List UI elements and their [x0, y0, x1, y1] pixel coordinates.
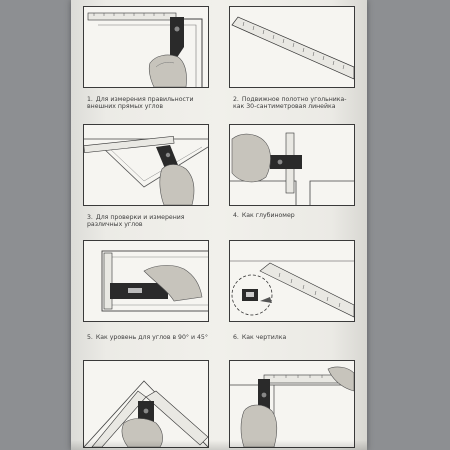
- caption-number: 6.: [233, 334, 239, 341]
- caption-number: 5.: [87, 334, 93, 341]
- caption-text: Подвижное полотно угольника-: [241, 96, 347, 103]
- caption-text: внешних прямых углов: [87, 103, 164, 111]
- illustration-8-marking: [229, 360, 355, 448]
- caption-text: Как глубиномер: [241, 212, 295, 219]
- instruction-sheet: [71, 0, 367, 450]
- illustration-7-angle-check: [83, 360, 209, 448]
- caption-text: Для проверки и измерения: [95, 214, 185, 221]
- caption-number: 1.: [87, 96, 93, 103]
- caption-text: различных углов: [87, 221, 143, 229]
- caption-text: Как чертилка: [241, 334, 287, 341]
- illustration-2-ruler: [229, 6, 355, 88]
- caption-6: [233, 334, 361, 341]
- caption-text: как 30-сантиметровая линейка: [233, 103, 336, 111]
- caption-4: [233, 212, 361, 219]
- illustration-3-various-angles: [83, 124, 209, 206]
- caption-number: 2.: [233, 96, 239, 103]
- illustration-5-level: [83, 240, 209, 322]
- caption-number: 3.: [87, 214, 93, 221]
- caption-1: [87, 96, 215, 111]
- caption-text: Как уровень для углов в 90° и 45°: [95, 334, 208, 341]
- illustration-1-outer-angle: [83, 6, 209, 88]
- caption-2: [233, 96, 361, 111]
- caption-3: [87, 214, 215, 229]
- caption-5: [87, 334, 215, 341]
- caption-number: 4.: [233, 212, 239, 219]
- page-shadow: [71, 440, 367, 450]
- illustration-6-scriber: [229, 240, 355, 322]
- illustration-4-depth-gauge: [229, 124, 355, 206]
- caption-text: Для измерения правильности: [95, 96, 194, 103]
